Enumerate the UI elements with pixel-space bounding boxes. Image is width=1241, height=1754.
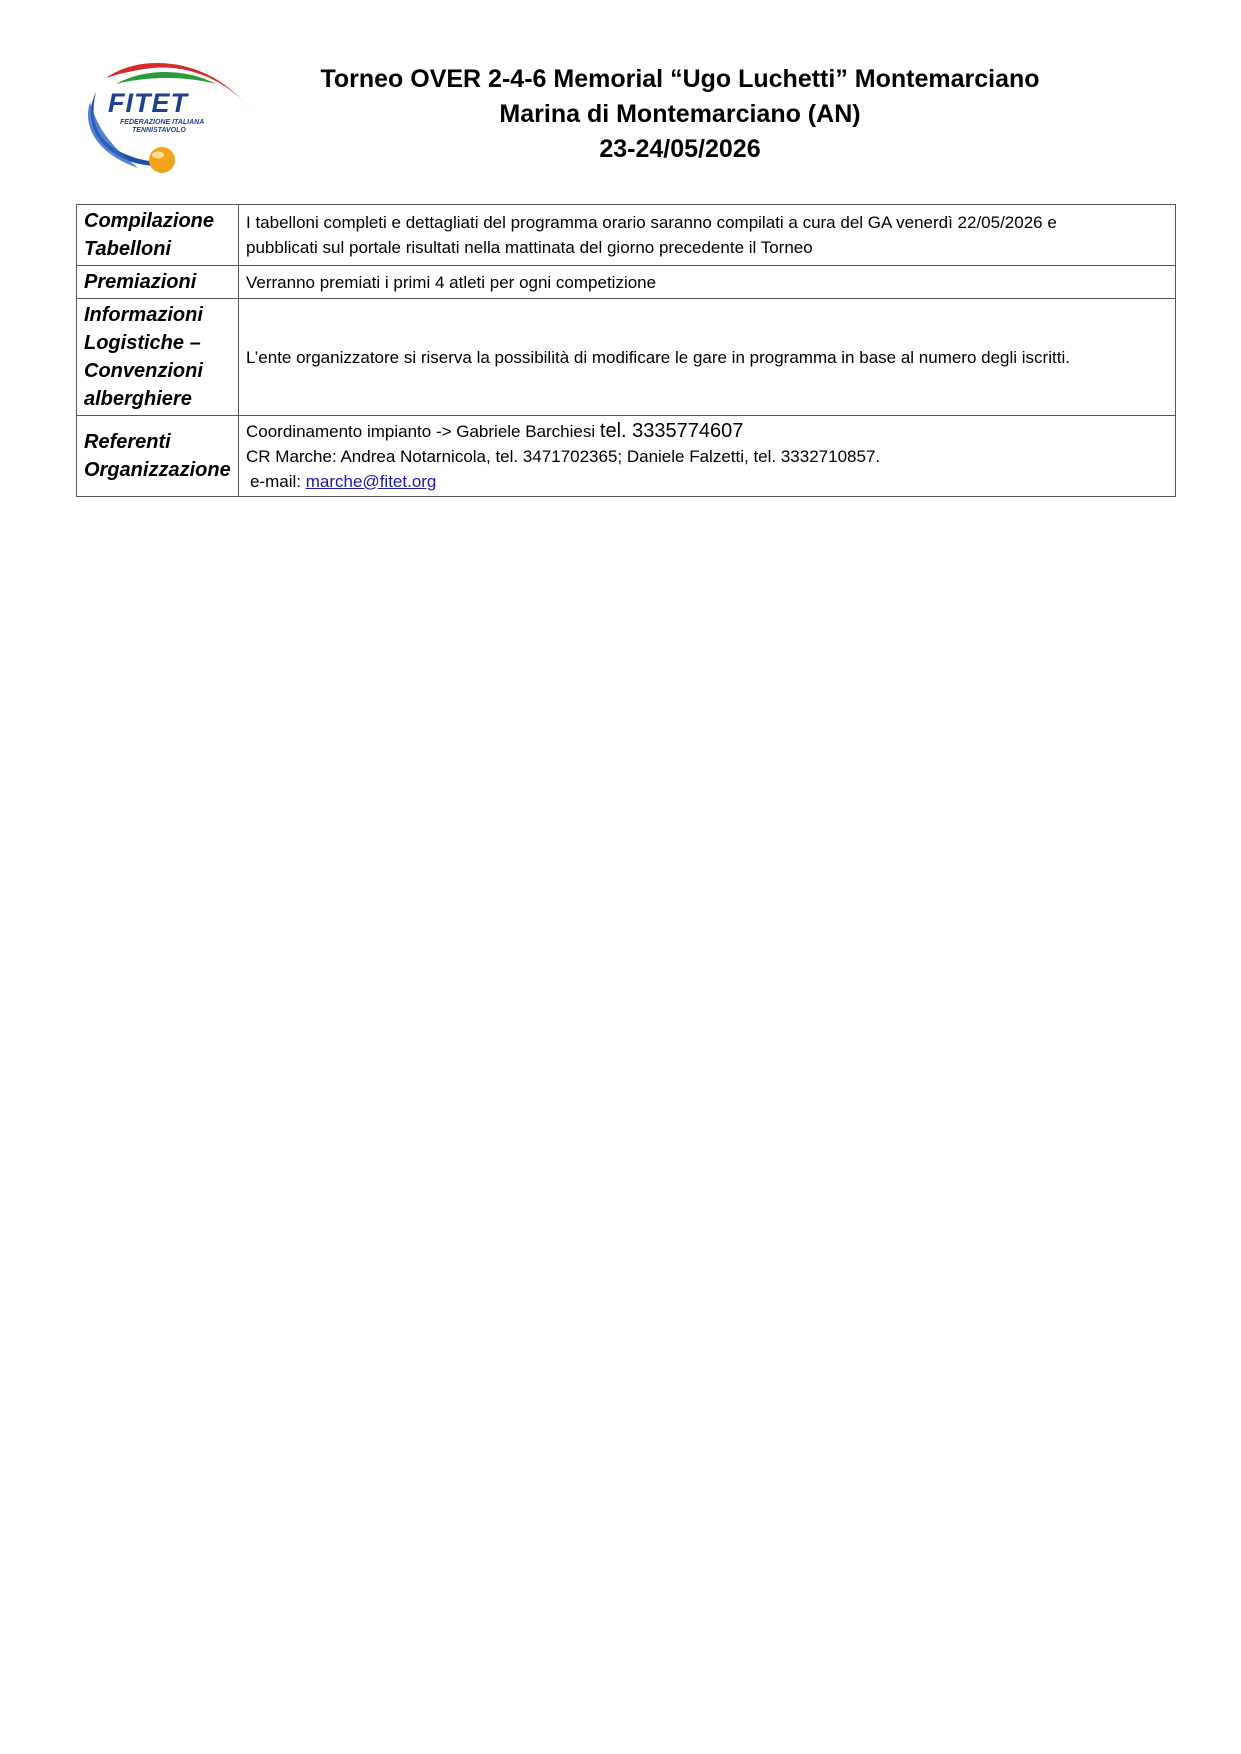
value-premiazioni: Verranno premiati i primi 4 atleti per ogni competizione [239, 266, 1176, 299]
label-referenti [77, 416, 239, 497]
value-compilazione [239, 205, 1176, 266]
table-row-informazioni [77, 299, 1176, 416]
label-informazioni-line4: alberghiere [84, 388, 192, 410]
coordinamento-text: Coordinamento impianto -> Gabriele Barchiesi [246, 421, 596, 441]
coordinamento-tel: tel. 3335774607 [599, 419, 744, 442]
label-informazioni-line1: Informazioni [84, 304, 203, 326]
compilazione-text-line2: pubblicati sul portale risultati nella mattinata del giorno precedente il Torneo [246, 238, 813, 257]
logo-subtext-line1: FEDERAZIONE ITALIANA [120, 119, 205, 126]
table-row-referenti [77, 416, 1176, 497]
logo-subtext-line2: TENNISTAVOLO [132, 127, 186, 134]
label-referenti-line2: Organizzazione [84, 459, 231, 481]
label-compilazione [77, 205, 239, 266]
referenti-coordinamento [246, 419, 1169, 444]
document-header [0, 0, 1241, 200]
table-row-compilazione [77, 205, 1176, 266]
label-informazioni-line2: Logistiche – [84, 332, 201, 354]
label-compilazione-line2: Tabelloni [84, 238, 172, 260]
logo-subtext [120, 119, 204, 135]
title-line-1: Torneo OVER 2-4-6 Memorial “Ugo Luchetti” Montemarciano [320, 65, 1040, 93]
table-row-premiazioni [77, 266, 1176, 299]
label-premiazioni: Premiazioni [77, 266, 239, 299]
email-label: e-mail: [250, 471, 302, 491]
title-line-2: Marina di Montemarciano (AN) [499, 100, 861, 128]
info-table [76, 204, 1176, 497]
value-informazioni: L’ente organizzatore si riserva la possibilità di modificare le gare in programma in base al numero degli iscritti. [239, 299, 1176, 416]
logo-text: FITET [108, 88, 188, 118]
label-informazioni [77, 299, 239, 416]
value-referenti [239, 416, 1176, 497]
label-compilazione-line1: Compilazione [84, 210, 215, 232]
compilazione-text-line1: I tabelloni completi e dettagliati del programma orario saranno compilati a cura del GA venerdì 22/05/2026 e [246, 213, 1057, 232]
title-line-3: 23-24/05/2026 [599, 135, 761, 163]
label-informazioni-line3: Convenzioni [84, 360, 203, 382]
referenti-email-line [246, 469, 1169, 494]
referenti-cr-marche: CR Marche: Andrea Notarnicola, tel. 3471702365; Daniele Falzetti, tel. 3332710857. [246, 446, 881, 466]
document-title [230, 62, 1130, 167]
email-link[interactable]: marche@fitet.org [305, 471, 437, 491]
label-referenti-line1: Referenti [84, 431, 171, 453]
